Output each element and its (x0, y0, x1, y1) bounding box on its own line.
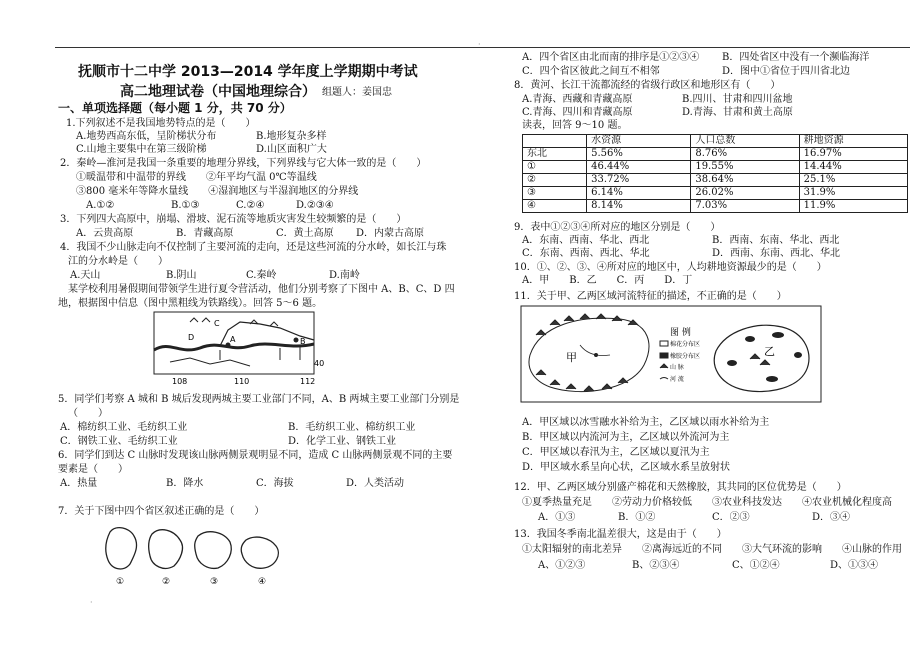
table-cell: 33.72% (587, 174, 691, 187)
province-2-label: ② (162, 577, 171, 587)
q6-option-a: A．热量 (60, 478, 98, 489)
table-cell: 14.44% (799, 161, 907, 174)
q12-option-d: D．③④ (812, 512, 851, 523)
q5-option-c: C．钢铁工业、毛纺织工业 (60, 436, 178, 447)
q12-items: ①夏季热量充足 ②劳动力价格较低 ③农业科技发达 ④农业机械化程度高 (522, 497, 892, 508)
q4-option-d: D.南岭 (329, 270, 360, 281)
table-cell: 31.9% (799, 187, 907, 200)
q13-option-a: A、①②③ (538, 560, 586, 571)
q5-option-a: A．棉纺织工业、毛纺织工业 (60, 422, 188, 433)
table-row (523, 174, 908, 187)
q4-option-c: C.秦岭 (246, 270, 277, 281)
exam-title: 抚顺市十二中学 2013—2014 学年度上学期期中考试 (78, 64, 418, 80)
q6-option-b: B．降水 (166, 478, 204, 489)
province-3-label: ③ (210, 577, 219, 587)
table-cell: 6.14% (587, 187, 691, 200)
q6-option-c: C．海拔 (256, 478, 294, 489)
legend-mountain: 山 脉 (670, 364, 684, 371)
map-lon-2: 110 (234, 377, 250, 386)
table-intro: 读表，回答 9～10 题。 (522, 120, 628, 131)
table-header: 人口总数 (691, 135, 799, 148)
q9-option-c: C．东南、西南、西北、华北 (522, 248, 650, 259)
table-header: 水资源 (587, 135, 691, 148)
table-cell: 7.03% (691, 200, 799, 213)
province-1-label: ① (116, 577, 125, 587)
q10-stem: 10．①、②、③、④所对应的地区中，人均耕地资源最少的是（ ） (514, 262, 827, 273)
q6-stem-cont: 要素是（ ） (58, 464, 128, 475)
organizer: 组题人：姜国忠 (322, 87, 392, 98)
q7-stem: 7．关于下图中四个省区叙述正确的是（ ） (58, 506, 265, 517)
table-cell: 8.14% (587, 200, 691, 213)
map-lon-1: 108 (172, 377, 188, 386)
q9-option-b: B．西南、东南、华北、西北 (712, 235, 840, 246)
q4-option-b: B.阴山 (166, 270, 197, 281)
table-row (523, 187, 908, 200)
q8-option-c: C.青海、四川和青藏高原 (522, 107, 633, 118)
q7-option-a: A．四个省区由北而南的排序是①②③④ (522, 52, 700, 63)
scan-dot: · (90, 598, 93, 607)
table-cell: ① (523, 161, 587, 174)
table-cell: 东北 (523, 148, 587, 161)
header-rule (55, 47, 910, 48)
table-header-row (523, 135, 908, 148)
q13-option-b: B、②③④ (632, 560, 680, 571)
q2-option-d: D.②③④ (296, 200, 334, 211)
table-cell: 11.9% (799, 200, 907, 213)
exam-subtitle: 高二地理试卷（中国地理综合） (120, 84, 316, 100)
province-outlines (100, 520, 290, 590)
q3-option-c: C．黄土高原 (276, 228, 334, 239)
province-4-label: ④ (258, 577, 267, 587)
q10-options: A．甲 B．乙 C．丙 D．丁 (522, 275, 693, 286)
q3-option-d: D．内蒙古高原 (356, 228, 425, 239)
q7-option-b: B．四处省区中没有一个濒临海洋 (722, 52, 870, 63)
q9-option-d: D．西南、东南、西北、华北 (712, 248, 841, 259)
q11-option-d: D．甲区域水系呈向心状，乙区域水系呈放射状 (522, 462, 731, 473)
q2-option-b: B.①③ (171, 200, 200, 211)
q2-option-c: C.②④ (236, 200, 265, 211)
map-label-d: D (188, 333, 195, 342)
legend-rubber: 橡胶分布区 (670, 353, 701, 360)
q3-option-b: B．青藏高原 (176, 228, 234, 239)
q11-stem: 11．关于甲、乙两区域河流特征的描述，不正确的是（ ） (514, 291, 787, 302)
table-row (523, 161, 908, 174)
map-lat: 40 (314, 359, 325, 368)
table-cell: ④ (523, 200, 587, 213)
legend-title: 图 例 (670, 328, 691, 338)
q8-option-b: B.四川、甘肃和四川盆地 (682, 94, 793, 105)
railway-map (150, 310, 330, 390)
table-header (523, 135, 587, 148)
table-cell: 8.76% (691, 148, 799, 161)
q9-stem: 9．表中①②③④所对应的地区分别是（ ） (514, 222, 721, 233)
map-label-a: A (230, 335, 236, 344)
q12-option-c: C．②③ (712, 512, 750, 523)
map-label-c: C (214, 319, 220, 328)
q8-option-d: D.青海、甘肃和黄土高原 (682, 107, 793, 118)
q4-stem-cont: 江的分水岭是（ ） (68, 256, 168, 267)
table-cell: ③ (523, 187, 587, 200)
legend-cotton: 棉花分布区 (670, 341, 701, 348)
q13-stem: 13．我国冬季南北温差很大，这是由于（ ） (514, 529, 727, 540)
q11-option-c: C．甲区域以春汛为主，乙区域以夏汛为主 (522, 447, 710, 458)
q2-items-2: ③800 毫米年等降水量线 ④湿润地区与半湿润地区的分界线 (76, 186, 359, 197)
table-cell: 46.44% (587, 161, 691, 174)
q56-intro-2: 地，根据图中信息（图中黑粗线为铁路线）。回答 5～6 题。 (58, 298, 323, 309)
map-lon-3: 112 (300, 377, 316, 386)
q11-option-b: B．甲区域以内流河为主，乙区域以外流河为主 (522, 432, 730, 443)
q3-option-a: A．云贵高原 (76, 228, 134, 239)
q5-option-d: D．化学工业、钢铁工业 (288, 436, 397, 447)
legend-river: 河 流 (670, 376, 684, 383)
resource-table (522, 134, 908, 213)
q1-option-d: D.山区面积广大 (256, 144, 327, 155)
q6-stem: 6．同学们到达 C 山脉时发现该山脉两侧景观明显不同，造成 C 山脉两侧景观不同的主要 (58, 450, 453, 461)
q3-stem: 3．下列四大高原中，崩塌、滑坡、泥石流等地质灾害发生较频繁的是（ ） (60, 214, 407, 225)
q4-stem: 4．我国不少山脉走向不仅控制了主要河流的走向，还是这些河流的分水岭，如长江与珠 (60, 242, 447, 253)
q9-option-a: A．东南、西南、华北、西北 (522, 235, 650, 246)
table-cell: 38.64% (691, 174, 799, 187)
q5-option-b: B．毛纺织工业、棉纺织工业 (288, 422, 416, 433)
q6-option-d: D．人类活动 (346, 478, 405, 489)
q4-option-a: A.天山 (70, 270, 101, 281)
table-row (523, 148, 908, 161)
q13-option-c: C、①②④ (732, 560, 780, 571)
q13-items: ①太阳辐射的南北差异 ②离海远近的不同 ③大气环流的影响 ④山脉的作用 (522, 544, 902, 555)
scan-dot: · (478, 40, 481, 49)
table-cell: 26.02% (691, 187, 799, 200)
q12-stem: 12．甲、乙两区域分别盛产棉花和天然橡胶，其共同的区位优势是（ ） (514, 482, 847, 493)
q1-option-a: A.地势西高东低，呈阶梯状分布 (76, 131, 217, 142)
q2-items-1: ①暖温带和中温带的界线 ②年平均气温 0℃等温线 (76, 172, 317, 183)
q12-option-a: A．①③ (538, 512, 576, 523)
q13-option-d: D、①③④ (830, 560, 879, 571)
region-yi-label: 乙 (764, 345, 775, 358)
q1-option-c: C.山地主要集中在第三级阶梯 (76, 144, 207, 155)
table-cell: 16.97% (799, 148, 907, 161)
q11-option-a: A．甲区域以冰雪融水补给为主，乙区域以雨水补给为主 (522, 417, 770, 428)
table-cell: ② (523, 174, 587, 187)
q5-stem: 5．同学们考察 A 城和 B 城后发现两城主要工业部门不同，A、B 两城主要工业部门分别是 (58, 394, 460, 405)
q2-stem: 2．秦岭—淮河是我国一条重要的地理分界线，下列界线与它大体一致的是（ ） (60, 158, 427, 169)
section-heading: 一、单项选择题（每小题 1 分，共 70 分） (58, 101, 292, 115)
region-jia-label: 甲 (566, 351, 577, 364)
q5-stem-cont: （ ） (68, 408, 108, 419)
q12-option-b: B．①② (618, 512, 656, 523)
region-map (520, 305, 825, 405)
q1-option-b: B.地形复杂多样 (256, 131, 327, 142)
map-label-b: B (300, 337, 306, 346)
q2-option-a: A.①② (86, 200, 115, 211)
q8-option-a: A.青海、西藏和青藏高原 (522, 94, 633, 105)
table-row (523, 200, 908, 213)
q1-stem: 1.下列叙述不是我国地势特点的是（ ） (66, 118, 256, 129)
table-cell: 19.55% (691, 161, 799, 174)
q56-intro-1: 某学校利用暑假期间带领学生进行夏令营活动，他们分别考察了下图中 A、B、C、D 四 (68, 284, 455, 295)
q7-option-c: C．四个省区彼此之间互不相邻 (522, 66, 660, 77)
table-cell: 25.1% (799, 174, 907, 187)
table-cell: 5.56% (587, 148, 691, 161)
table-header: 耕地资源 (799, 135, 907, 148)
q7-option-d: D．图中①省位于四川省北边 (722, 66, 851, 77)
q8-stem: 8．黄河、长江干流都流经的省级行政区和地形区有（ ） (514, 80, 781, 91)
